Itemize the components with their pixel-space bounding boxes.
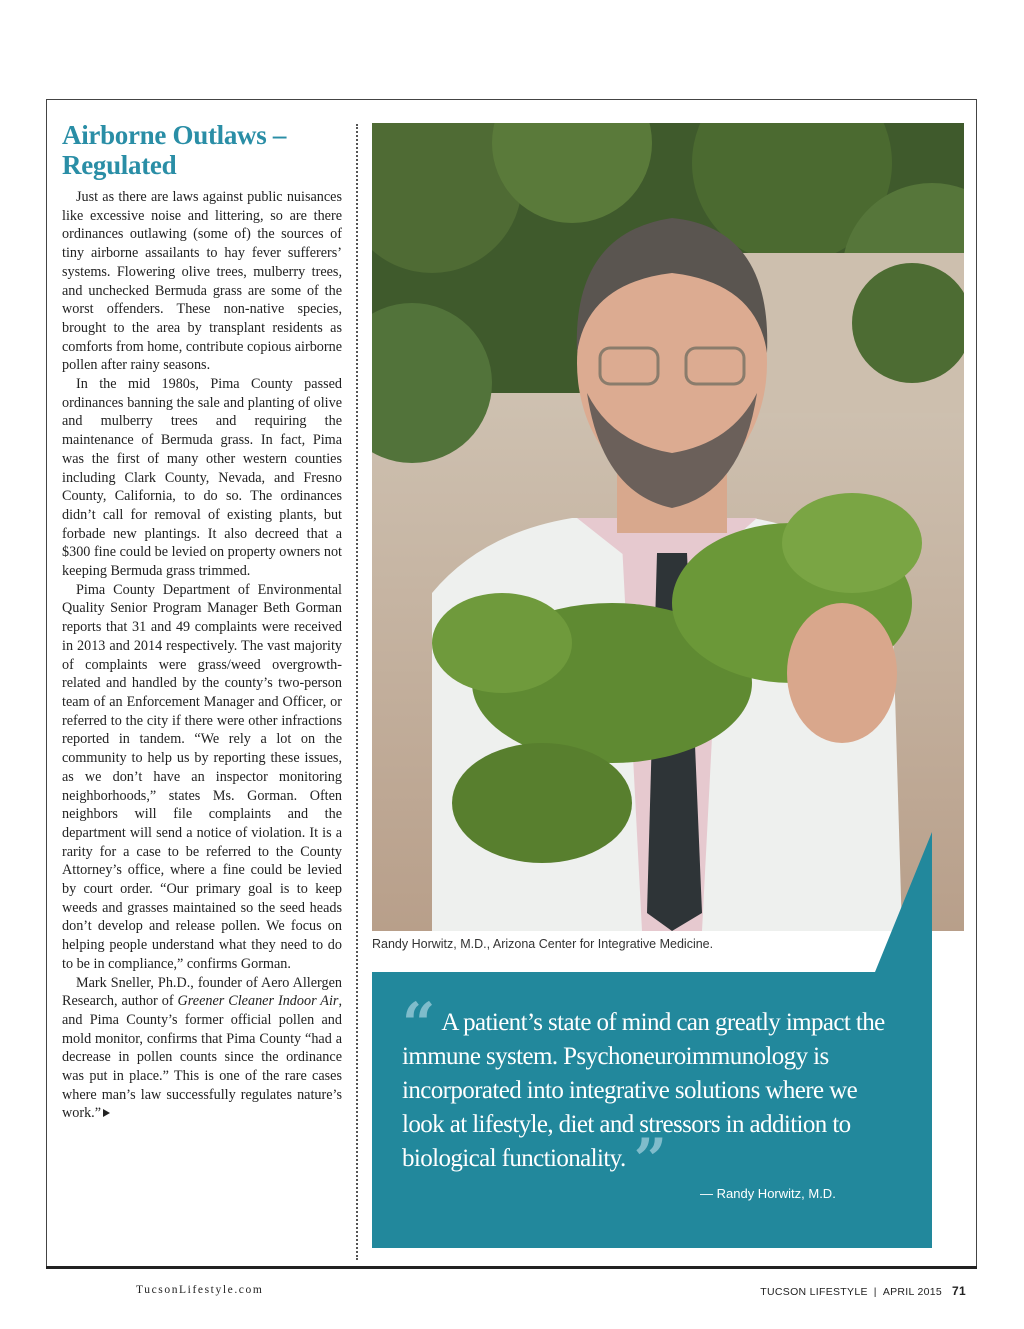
pull-quote-text: A patient’s state of mind can greatly impact the immune system. Psychoneuroimmunology is incorporated into integrative solutions where we look at lifestyle, diet and stressors in addition to biological functionality. <box>402 1009 885 1172</box>
headline-line-2: Regulated <box>62 150 177 180</box>
photo-caption: Randy Horwitz, M.D., Arizona Center for Integrative Medicine. <box>372 937 714 951</box>
portrait-photo <box>372 123 964 931</box>
pull-quote-attribution: — Randy Horwitz, M.D. <box>700 1186 836 1201</box>
paragraph-4-end: , and Pima County’s former official pollen and mold monitor, confirms that Pima County “had a decrease in pollen counts since the ordinance was put in place.” This is one of the rare cases where man’s law successfully regulates nature’s work.” <box>62 993 342 1122</box>
continue-arrow-icon <box>103 1109 110 1117</box>
open-quote-icon: “ <box>402 990 430 1058</box>
footer-rule <box>46 1266 977 1269</box>
close-quote-icon: ” <box>633 1126 661 1194</box>
headline-line-1: Airborne Outlaws – <box>62 120 287 150</box>
article-paragraph-1: Just as there are laws against public nuisances like excessive noise and littering, so are there ordinances outlawing (some of) the sources of tiny airborne assailants to hay fever sufferers’ systems. Flowering olive trees, mulberry trees, and unchecked Bermuda grass are some of the worst offenders. These non-native species, brought to the area by transplant residents as comforts from home, contribute copious airborne pollen after rainy seasons. <box>62 189 342 374</box>
book-title: Greener Cleaner Indoor Air <box>177 993 339 1010</box>
article-paragraph-4 <box>62 974 342 1124</box>
footer-website: TucsonLifestyle.com <box>136 1284 264 1296</box>
footer-issue-date: APRIL 2015 <box>882 1286 943 1298</box>
paragraph-4-start: Mark Sneller, Ph.D., founder of Aero Allergen Research, author of <box>62 974 342 1010</box>
article-paragraph-2: In the mid 1980s, Pima County passed ordinances banning the sale and planting of olive and mulberry trees and requiring the maintenance of Bermuda grass. In fact, Pima was the first of many other western counties including Clark County, Nevada, and Fresno County, California, to do so. The ordinances didn’t call for removal of existing plants, but forbade new plantings. It also decreed that a $300 fine could be levied on property owners not keeping Bermuda grass trimmed. <box>62 376 342 580</box>
column-divider <box>356 124 358 1260</box>
portrait-illustration <box>372 123 964 931</box>
article-headline <box>62 120 352 180</box>
article-body <box>62 188 342 1123</box>
article-paragraph-3: Pima County Department of Environmental Quality Senior Program Manager Beth Gorman reports that 31 and 49 complaints were received in 2013 and 2014 respectively. The vast majority of complaints were grass/weed overgrowth-related and handled by the county’s two-person team of an Enforcement Manager and Officer, or referred to the city if there were other infractions reported in tandem. “We rely a lot on the community to help us by reporting these issues, as we don’t have an inspector monitoring neighborhoods,” states Ms. Gorman. Often neighbors will file complaints and the department will send a notice of violation. It is a rarity for a case to be referred to the County Attorney’s office, where a fine could be levied by court order. “Our primary goal is to keep weeds and grasses maintained so the seed heads don’t develop and release pollen. We focus on helping people understand what they need to do to be in compliance,” confirms Gorman. <box>62 581 342 972</box>
footer-divider: | <box>873 1286 877 1298</box>
page-number: 71 <box>952 1284 966 1298</box>
footer-magazine-name: TUCSON LIFESTYLE <box>760 1286 868 1298</box>
footer-folio <box>756 1284 966 1298</box>
